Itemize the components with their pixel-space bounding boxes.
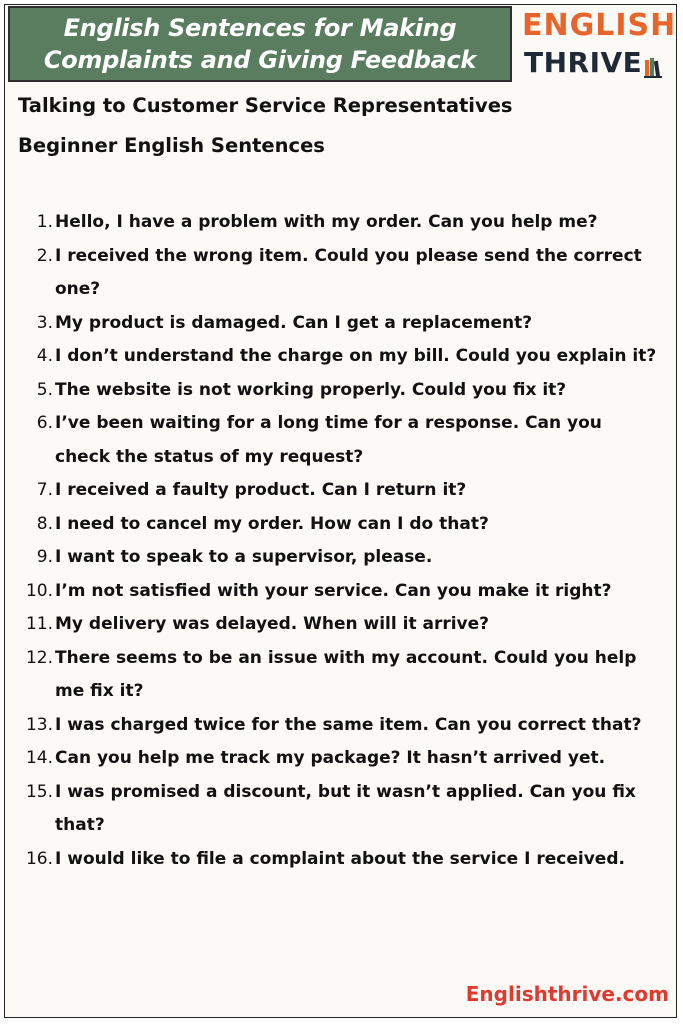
item-number: 16. bbox=[25, 848, 53, 869]
list-item bbox=[0, 374, 683, 408]
item-number: 5. bbox=[36, 379, 53, 400]
item-text: I received a faulty product. Can I return it? bbox=[55, 480, 467, 500]
website-footer: Englishthrive.com bbox=[465, 982, 669, 1006]
logo-word-thrive: THRIVE bbox=[524, 46, 643, 79]
list-item bbox=[0, 843, 683, 877]
list-item bbox=[0, 206, 683, 240]
sentence-list bbox=[0, 206, 683, 876]
list-item bbox=[0, 240, 683, 307]
item-number: 3. bbox=[36, 312, 53, 333]
item-number: 14. bbox=[25, 748, 53, 768]
item-number: 8. bbox=[36, 513, 53, 534]
list-item bbox=[0, 642, 683, 709]
item-number: 12. bbox=[25, 647, 53, 668]
list-item bbox=[0, 307, 683, 341]
item-text: I don’t understand the charge on my bill. Could you explain it? bbox=[55, 346, 657, 366]
item-text: My delivery was delayed. When will it arrive? bbox=[55, 614, 490, 634]
item-text: I want to speak to a supervisor, please. bbox=[55, 547, 433, 567]
list-item bbox=[0, 541, 683, 575]
title-line-2: Complaints and Giving Feedback bbox=[43, 46, 477, 74]
item-number: 13. bbox=[25, 714, 53, 735]
item-number: 2. bbox=[36, 245, 53, 266]
books-icon bbox=[644, 56, 662, 78]
item-text: I would like to file a complaint about the service I received. bbox=[55, 848, 625, 869]
list-item bbox=[0, 407, 683, 474]
item-text: My product is damaged. Can I get a replacement? bbox=[55, 312, 533, 333]
list-item bbox=[0, 340, 683, 374]
brand-logo bbox=[520, 8, 677, 84]
list-item bbox=[0, 742, 683, 776]
item-text: I was promised a discount, but it wasn’t applied. Can you fix that? bbox=[55, 781, 636, 835]
section-heading: Talking to Customer Service Representatives bbox=[18, 94, 513, 117]
item-number: 4. bbox=[36, 346, 53, 366]
item-text: I’m not satisfied with your service. Can you make it right? bbox=[55, 580, 612, 601]
item-number: 7. bbox=[36, 480, 53, 500]
title-line-1: English Sentences for Making bbox=[63, 14, 457, 42]
list-item bbox=[0, 474, 683, 508]
list-item bbox=[0, 575, 683, 609]
list-item bbox=[0, 608, 683, 642]
level-heading: Beginner English Sentences bbox=[18, 134, 325, 157]
item-text: The website is not working properly. Could you fix it? bbox=[55, 379, 567, 400]
item-text: Hello, I have a problem with my order. Can you help me? bbox=[55, 212, 598, 232]
item-text: I need to cancel my order. How can I do that? bbox=[55, 513, 489, 534]
list-item bbox=[0, 709, 683, 743]
item-number: 15. bbox=[25, 781, 53, 802]
list-item bbox=[0, 776, 683, 843]
item-text: There seems to be an issue with my account. Could you help me fix it? bbox=[55, 647, 637, 701]
item-number: 1. bbox=[36, 212, 53, 232]
item-text: I’ve been waiting for a long time for a response. Can you check the status of my request? bbox=[55, 413, 602, 467]
list-item bbox=[0, 508, 683, 542]
item-number: 10. bbox=[25, 580, 53, 601]
item-text: I was charged twice for the same item. Can you correct that? bbox=[55, 714, 642, 735]
item-number: 11. bbox=[25, 614, 53, 634]
logo-word-english: ENGLISH bbox=[522, 8, 677, 43]
item-text: I received the wrong item. Could you please send the correct one? bbox=[55, 245, 642, 299]
item-number: 9. bbox=[36, 547, 53, 567]
item-text: Can you help me track my package? It hasn’t arrived yet. bbox=[55, 748, 606, 768]
title-banner bbox=[8, 6, 512, 82]
item-number: 6. bbox=[36, 413, 53, 433]
